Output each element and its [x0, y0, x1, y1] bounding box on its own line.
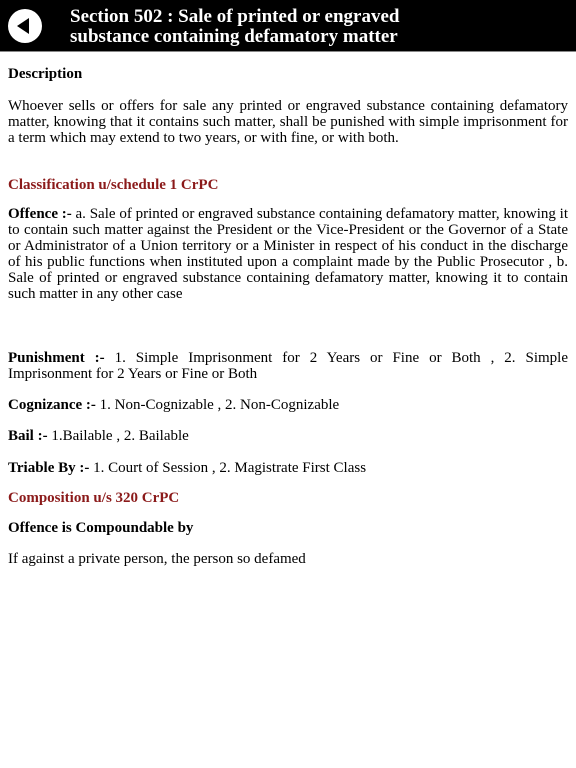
bail-row [8, 428, 568, 444]
offence-label: Offence :- [8, 206, 72, 222]
page-title-line-2: substance containing defamatory matter [70, 26, 398, 47]
page-title [70, 7, 570, 47]
bail-label: Bail :- [8, 428, 48, 444]
offence-row [8, 206, 568, 302]
compoundable-text: If against a private person, the person so defamed [8, 551, 306, 567]
description-text: Whoever sells or offers for sale any printed or engraved substance containing defamatory matter, knowing that it contains such matter, shall be punished with simple imprisonment for a term which may extend to two years, or with fine, or with both. [8, 98, 568, 146]
page-title-line-1: Section 502 : Sale of printed or engraved [70, 6, 400, 27]
header-bar [0, 0, 576, 52]
back-button[interactable] [8, 9, 42, 43]
cognizance-label: Cognizance :- [8, 397, 96, 413]
offence-text: a. Sale of printed or engraved substance containing defamatory matter, knowing it to contain such matter against the President or the Vice-President or the Governor of a State or Administrator of a Union territory or a Minister in respect of his conduct in the discharge of his public functions when instituted upon a complaint made by the Public Prosecutor , b. Sale of printed or engraved substance containing defamatory matter, knowing it to contain such matter in any other case [8, 206, 568, 302]
cognizance-row [8, 397, 568, 413]
description-heading: Description [8, 66, 83, 82]
back-arrow-icon [8, 9, 42, 43]
triable-label: Triable By :- [8, 460, 90, 476]
cognizance-text: 1. Non-Cognizable , 2. Non-Cognizable [95, 397, 340, 413]
composition-heading: Composition u/s 320 CrPC [8, 490, 180, 506]
triable-row [8, 460, 568, 476]
triable-text: 1. Court of Session , 2. Magistrate First Class [89, 460, 367, 476]
punishment-row [8, 350, 568, 382]
bail-text: 1.Bailable , 2. Bailable [47, 428, 189, 444]
classification-heading: Classification u/schedule 1 CrPC [8, 177, 219, 193]
punishment-label: Punishment :- [8, 350, 105, 366]
punishment-text: 1. Simple Imprisonment for 2 Years or Fine or Both , 2. Simple Imprisonment for 2 Years or Fine or Both [8, 350, 568, 382]
compoundable-heading: Offence is Compoundable by [8, 520, 194, 536]
